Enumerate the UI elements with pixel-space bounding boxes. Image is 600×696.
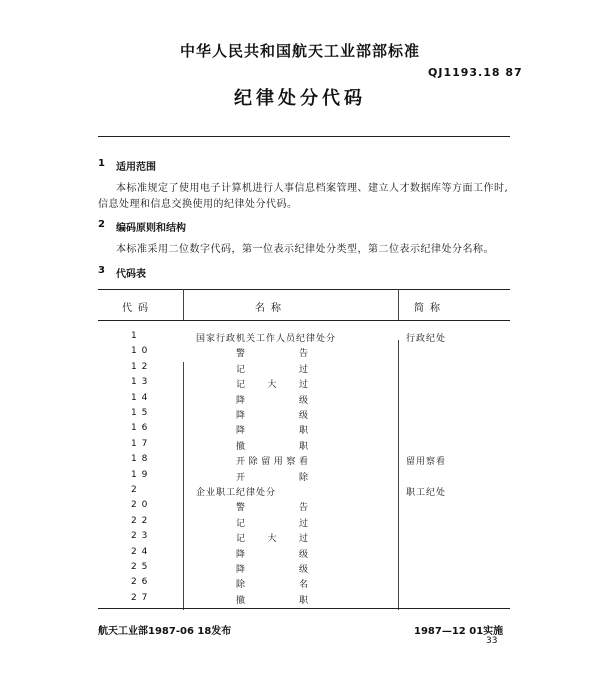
name-cell: 记 大 过: [236, 534, 308, 545]
name-cell: 警 告: [236, 349, 308, 360]
code-cell: 1 5: [131, 408, 149, 418]
issued-date: 航天工业部1987-06 18发布: [98, 626, 232, 637]
name-cell: 降 级: [236, 411, 308, 421]
code-cell: 2 5: [131, 562, 149, 572]
code-cell: 2 0: [131, 500, 149, 511]
section-2-title: 编码原则和结构: [116, 223, 186, 234]
code-cell: 1 6: [131, 423, 149, 434]
effective-date: 1987—12 01实施: [414, 626, 504, 637]
name-cell: 除 名: [236, 580, 308, 591]
name-cell: 企业职工纪律处分: [196, 488, 277, 498]
section-3-number: 3: [98, 265, 105, 276]
name-cell: 记 过: [236, 364, 308, 375]
section-1-text-continued: 信息处理和信息交换使用的纪律处分代码。: [98, 199, 298, 210]
document-title: 纪律处分代码: [234, 88, 366, 109]
code-cell: 1 2: [131, 361, 149, 372]
table-column-divider: [398, 289, 399, 320]
code-cell: 1 0: [131, 346, 149, 357]
page-number: 33: [486, 636, 498, 646]
name-cell: 记 过: [236, 518, 308, 529]
abbreviation-cell: 留用察看: [406, 457, 447, 468]
name-cell: 降 职: [236, 426, 308, 437]
org-title: 中华人民共和国航天工业部部标准: [179, 42, 420, 60]
name-cell: 警 告: [236, 503, 308, 514]
table-column-divider: [183, 362, 184, 610]
abbreviation-cell: 职工纪处: [406, 488, 447, 498]
abbreviation-cell: 行政纪处: [406, 334, 447, 344]
header-rule: [98, 136, 510, 137]
name-cell: 开 除: [236, 472, 308, 483]
code-cell: 1 3: [131, 377, 149, 388]
name-cell: 降 级: [236, 565, 308, 575]
code-cell: 1 9: [131, 469, 149, 480]
table-header-note: 简称: [414, 303, 446, 314]
name-cell: 降 级: [236, 395, 308, 406]
code-cell: 2 6: [131, 577, 149, 588]
table-header-name: 名称: [255, 303, 287, 314]
table-header-code: 代码: [122, 303, 154, 314]
code-cell: 2 2: [131, 515, 149, 526]
section-1-text: 本标准规定了使用电子计算机进行人事信息档案管理、建立人才数据库等方面工作时,: [116, 183, 509, 194]
code-cell: 2 3: [131, 531, 149, 542]
section-3-title: 代码表: [116, 269, 146, 280]
name-cell: 撤 职: [236, 441, 308, 452]
table-top-rule: [98, 289, 510, 290]
table-column-divider: [183, 289, 184, 320]
name-cell: 国家行政机关工作人员纪律处分: [196, 334, 337, 344]
name-cell: 降 级: [236, 549, 308, 560]
section-1-number: 1: [98, 158, 105, 169]
name-cell: 撤 职: [236, 595, 308, 606]
name-cell: 记 大 过: [236, 380, 308, 391]
code-cell: 1 7: [131, 438, 149, 449]
code-cell: 1 8: [131, 454, 149, 465]
standard-code: QJ1193.18 87: [428, 66, 523, 79]
code-cell: 2 4: [131, 546, 149, 557]
code-cell: 1: [131, 331, 138, 341]
section-1-title: 适用范围: [116, 162, 156, 173]
section-2-text: 本标准采用二位数字代码，第一位表示纪律处分类型，第二位表示纪律处分名称。: [116, 244, 494, 255]
code-cell: 1 4: [131, 392, 149, 403]
name-cell: 开 除 留 用 察 看: [236, 457, 308, 468]
table-column-divider: [398, 340, 399, 610]
code-cell: 2: [131, 485, 138, 495]
section-2-number: 2: [98, 219, 105, 230]
code-cell: 2 7: [131, 592, 149, 603]
table-header-rule: [98, 320, 510, 321]
table-bottom-rule: [98, 608, 510, 609]
